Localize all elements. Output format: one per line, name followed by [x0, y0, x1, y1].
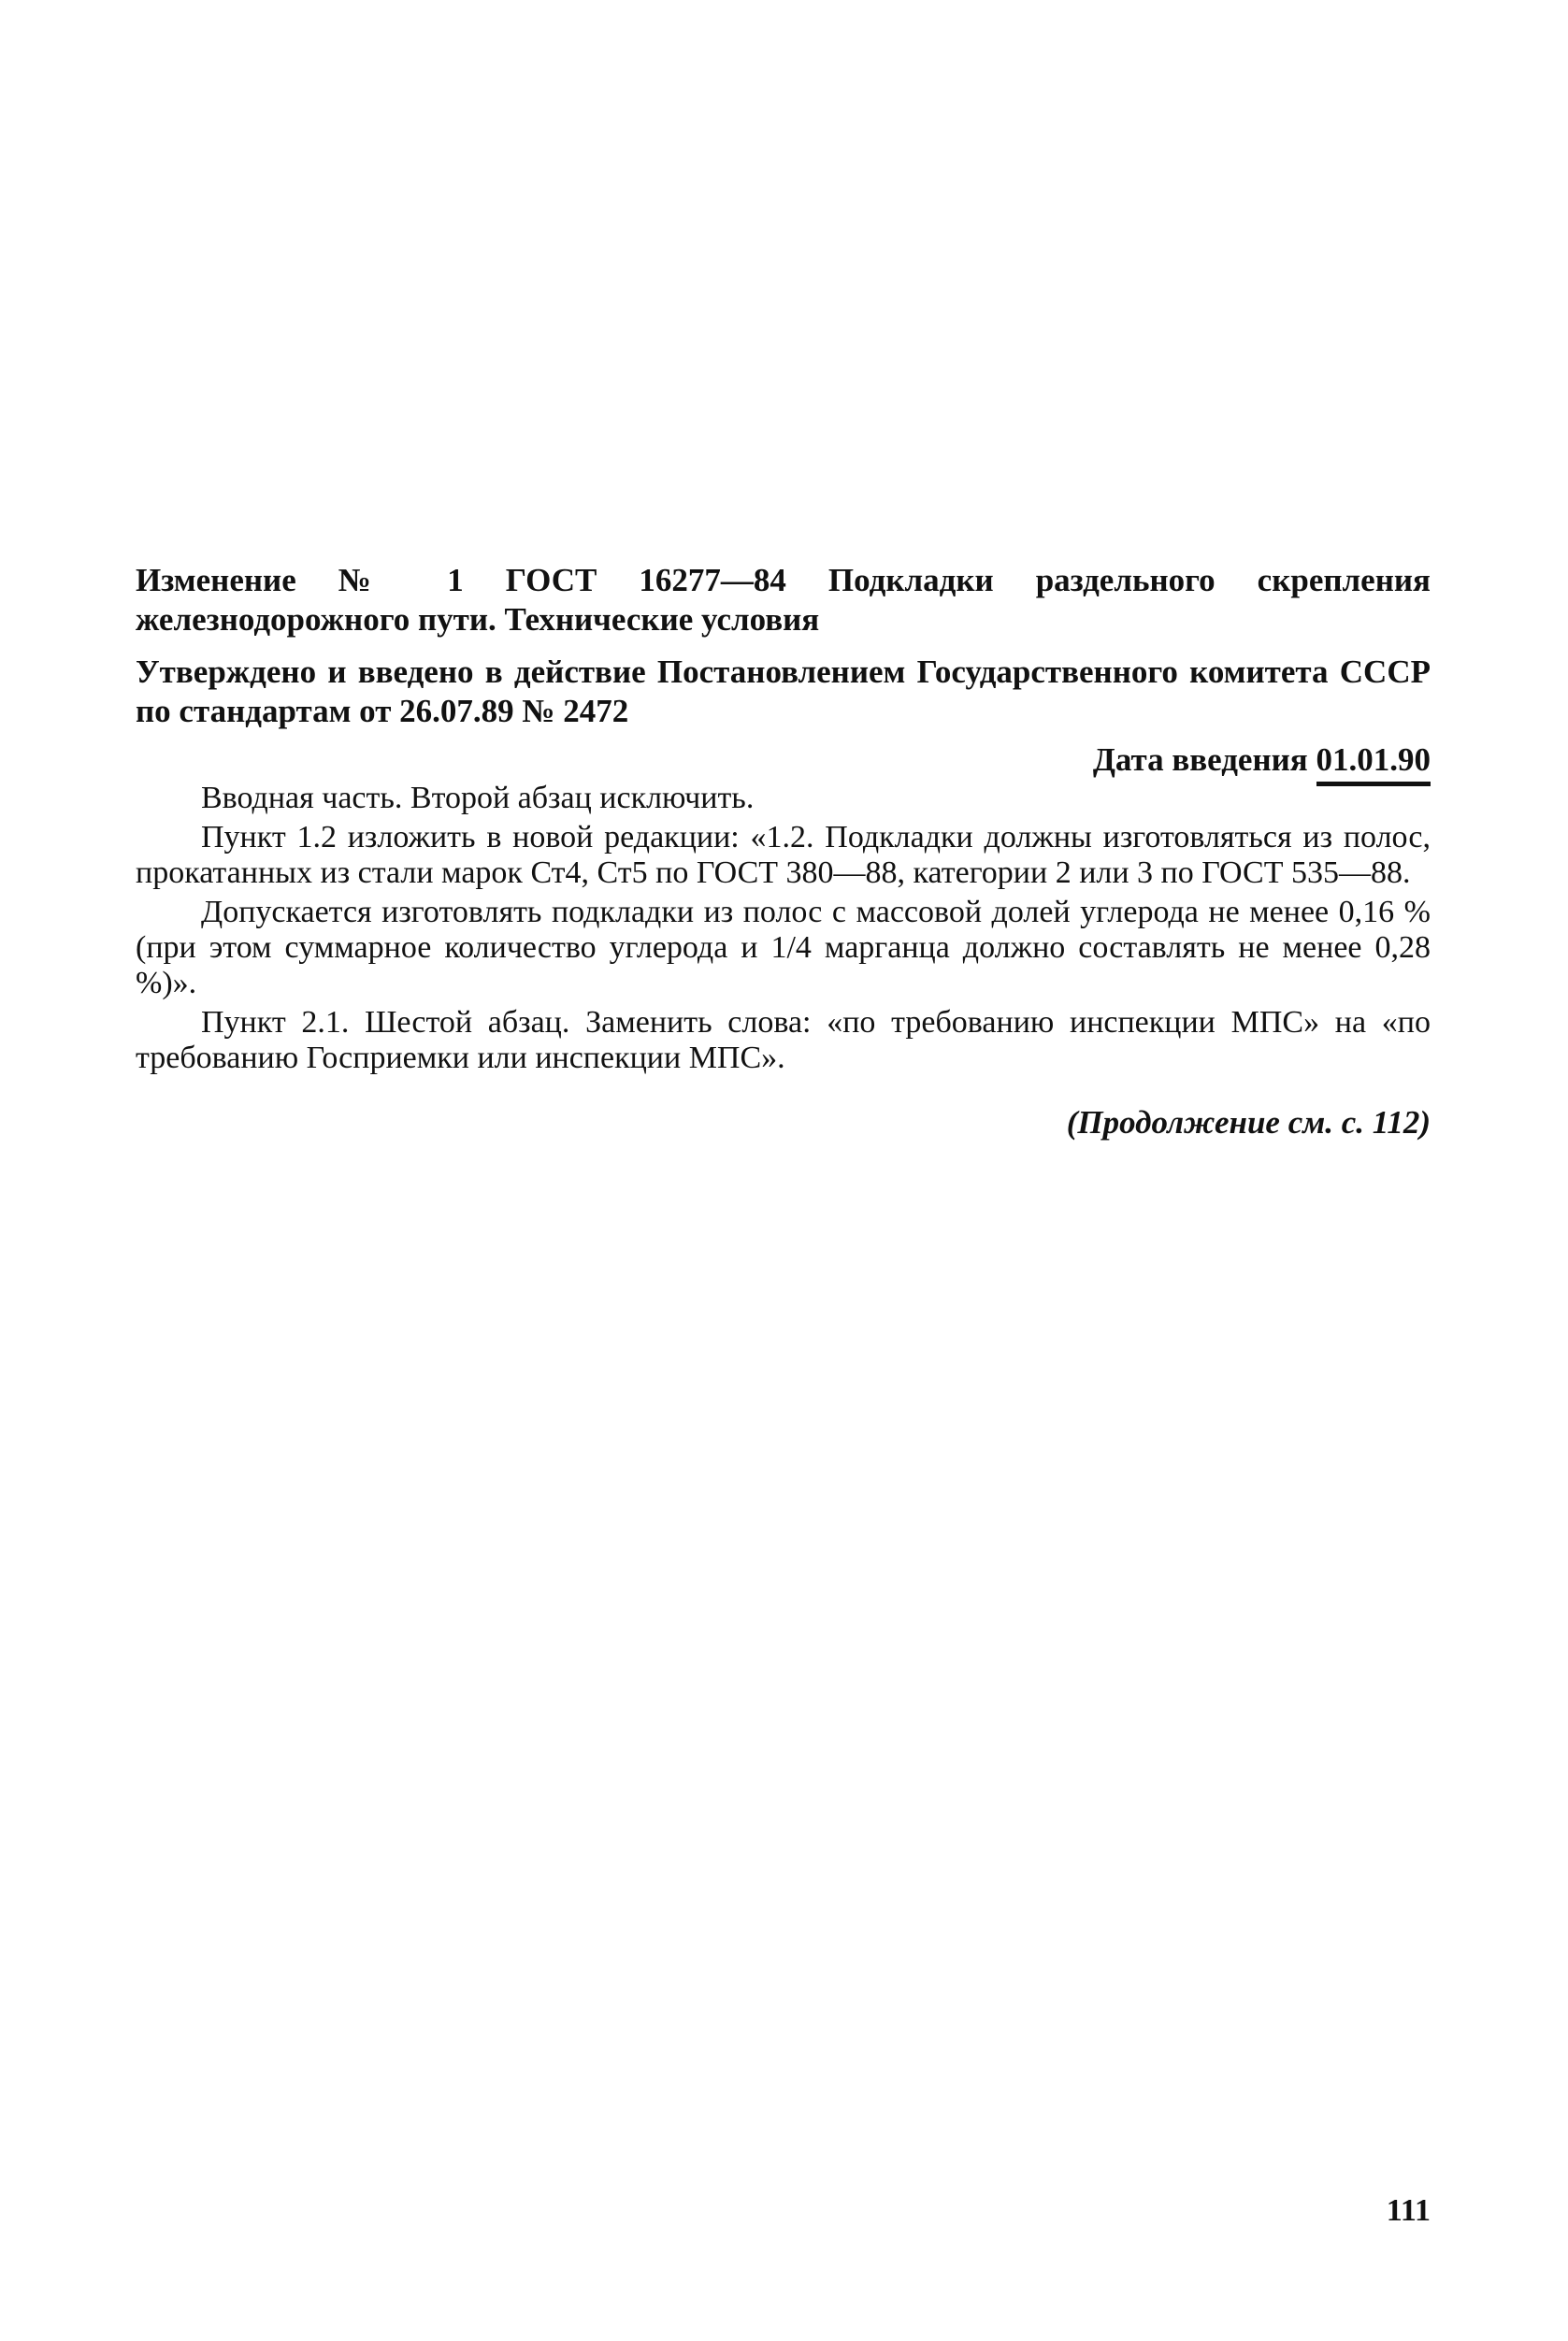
amendment-title: Изменение № 1 ГОСТ 16277—84 Подкладки раздельного скрепления железнодорожного пути. Технические условия [136, 562, 1431, 638]
document-body [136, 781, 1431, 1080]
paragraph: Допускается изготовлять подкладки из полос с массовой долей углерода не менее 0,16 % (при этом суммарное количество углерода и 1/4 марганца должно составлять не менее 0,28 %)». [136, 895, 1431, 1000]
document-header [136, 561, 1431, 786]
continuation-note: (Продолжение см. с. 112) [1066, 1104, 1431, 1141]
paragraph: Пункт 2.1. Шестой абзац. Заменить слова: «по требованию инспекции МПС» на «по требованию Госприемки или инспекции МПС». [136, 1005, 1431, 1075]
approval-statement: Утверждено и введено в действие Постановлением Государственного комитета СССР по стандартам от 26.07.89 № 2472 [136, 653, 1431, 729]
paragraph: Вводная часть. Второй абзац исключить. [201, 781, 755, 815]
introduction-date [136, 740, 1431, 786]
introduction-date-label: Дата введения [1092, 741, 1308, 778]
paragraph: Пункт 1.2 изложить в новой редакции: «1.2. Подкладки должны изготовляться из полос, прокатанных из стали марок Ст4, Ст5 по ГОСТ 380—88, категории 2 или 3 по ГОСТ 535—88. [136, 820, 1431, 890]
introduction-date-value: 01.01.90 [1316, 740, 1431, 786]
page-number: 111 [1386, 2193, 1431, 2228]
